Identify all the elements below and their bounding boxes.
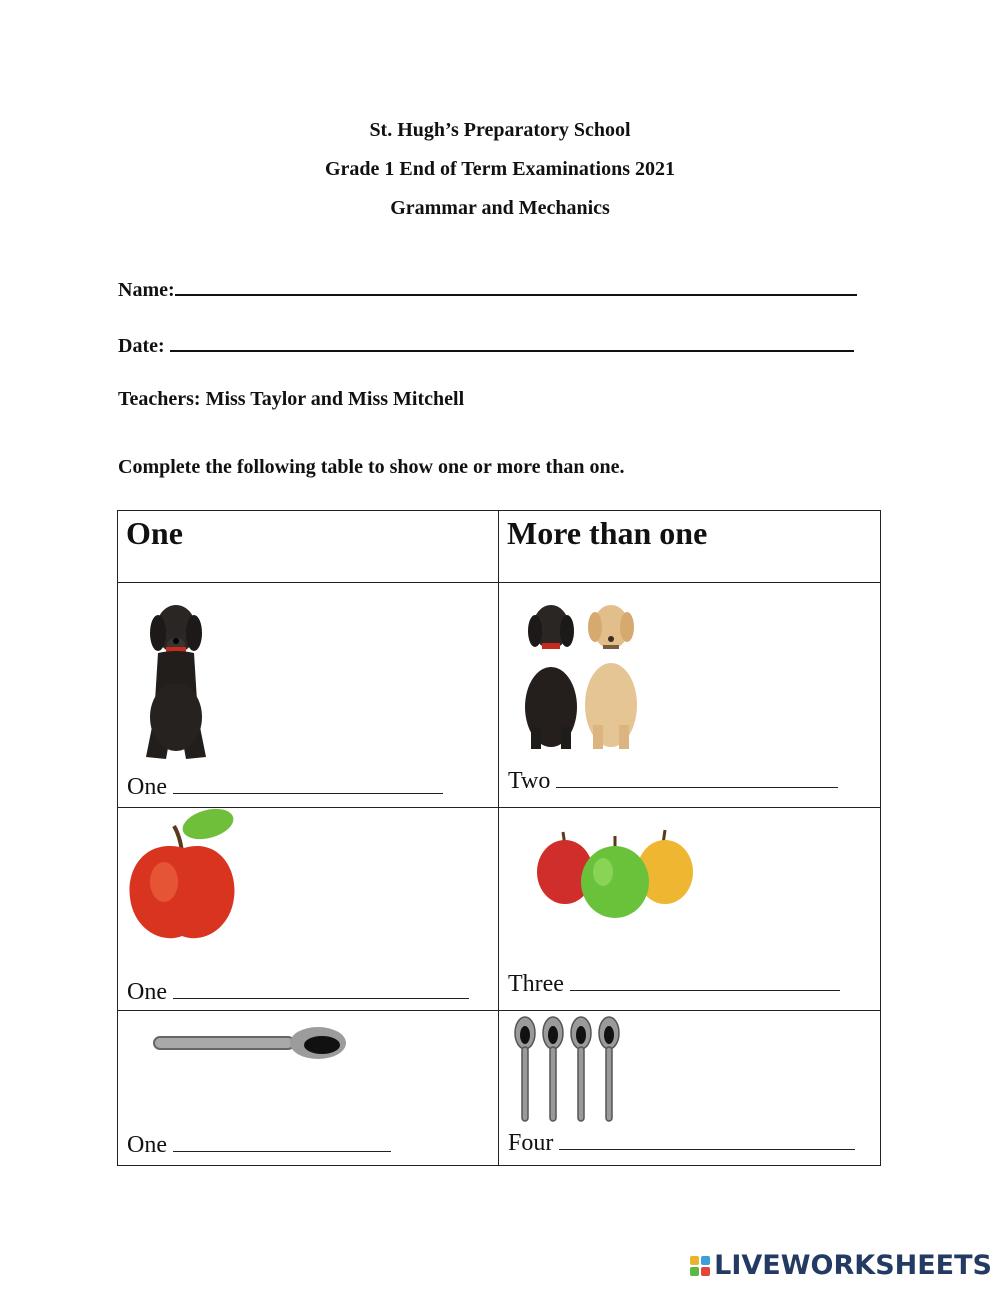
answer-one-dog xyxy=(127,773,443,801)
logo-text: LIVEWORKSHEETS xyxy=(714,1250,992,1281)
liveworksheets-logo xyxy=(690,1250,992,1281)
answer-three-apples xyxy=(508,970,840,998)
two-dogs-icon xyxy=(515,597,655,753)
answer-blank-apple[interactable] xyxy=(173,978,469,999)
label-one: One xyxy=(127,979,167,1005)
header-cell-more xyxy=(499,511,881,583)
name-input-line[interactable] xyxy=(175,276,857,296)
label-three: Three xyxy=(508,971,564,997)
answer-one-spoon xyxy=(127,1131,391,1159)
column-header-one: One xyxy=(126,515,183,551)
cell-more-dogs xyxy=(499,583,881,808)
school-name: St. Hugh’s Preparatory School xyxy=(369,119,631,141)
header-cell-one xyxy=(118,511,499,583)
label-one: One xyxy=(127,1132,167,1158)
teachers-line: Teachers: Miss Taylor and Miss Mitchell xyxy=(118,388,465,410)
one-or-more-table xyxy=(117,510,881,1166)
answer-four-spoons xyxy=(508,1129,855,1157)
exam-title: Grade 1 End of Term Examinations 2021 xyxy=(324,158,676,180)
subject-title: Grammar and Mechanics xyxy=(390,197,610,219)
name-field xyxy=(118,276,857,302)
cell-more-spoons xyxy=(499,1011,881,1166)
four-spoons-icon xyxy=(513,1015,625,1125)
instruction: Complete the following table to show one or more than one. xyxy=(118,456,625,478)
apple-icon xyxy=(126,808,242,944)
date-field xyxy=(118,332,854,358)
date-input-line[interactable] xyxy=(170,332,854,352)
answer-blank-dog[interactable] xyxy=(173,773,443,794)
answer-blank-dogs[interactable] xyxy=(556,767,838,788)
label-one: One xyxy=(127,774,167,800)
date-label: Date: xyxy=(118,335,165,357)
logo-mark-icon xyxy=(690,1256,710,1276)
column-header-more: More than one xyxy=(507,515,708,551)
answer-blank-spoon[interactable] xyxy=(173,1131,391,1152)
label-two: Two xyxy=(508,768,551,794)
answer-two-dogs xyxy=(508,767,838,795)
spoon-icon xyxy=(152,1023,348,1063)
dog-icon xyxy=(136,597,216,763)
answer-blank-spoons[interactable] xyxy=(559,1129,855,1150)
three-apples-icon xyxy=(535,828,715,936)
cell-more-apples xyxy=(499,808,881,1011)
label-four: Four xyxy=(508,1130,554,1156)
answer-one-apple xyxy=(127,978,469,1006)
answer-blank-apples[interactable] xyxy=(570,970,840,991)
name-label: Name: xyxy=(118,279,175,301)
cell-one-spoon xyxy=(118,1011,499,1166)
cell-one-dog xyxy=(118,583,499,808)
cell-one-apple xyxy=(118,808,499,1011)
